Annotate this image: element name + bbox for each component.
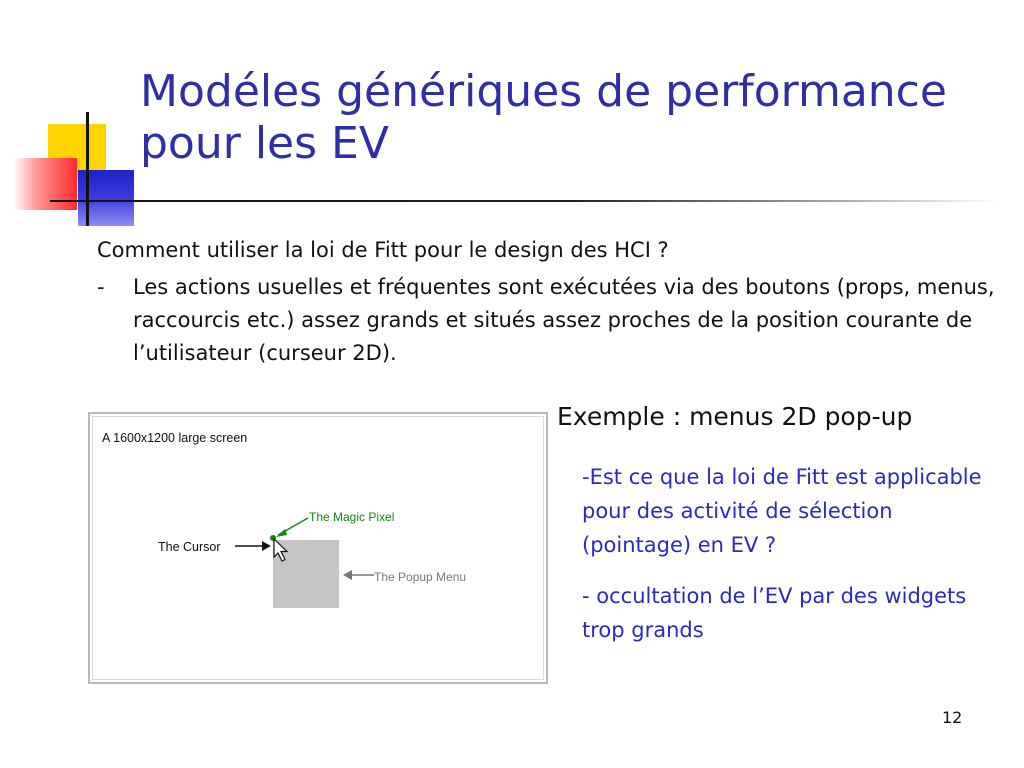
magic-pixel-arrowhead bbox=[276, 529, 287, 537]
popup-menu-label: The Popup Menu bbox=[374, 570, 467, 584]
bullet-item bbox=[97, 271, 1007, 370]
mouse-pointer-icon bbox=[274, 539, 287, 561]
decor-red-square bbox=[13, 158, 77, 210]
magic-pixel-label: The Magic Pixel bbox=[309, 510, 395, 524]
note-occlusion: - occultation de l’EV par des widgets trop grands bbox=[582, 584, 967, 642]
note-question: -Est ce que la loi de Fitt est applicable pour des activité de sélection (pointage) en EV ? bbox=[582, 465, 982, 557]
cursor-label: The Cursor bbox=[158, 540, 221, 554]
bullet-dash: - bbox=[97, 275, 105, 299]
title-underline bbox=[50, 200, 1000, 202]
bullet-text: Les actions usuelles et fréquentes sont exécutées via des boutons (props, menus, raccourcis etc.) assez grands et situés assez proches de la position courante de l’utilisateur (curseur 2D). bbox=[133, 275, 995, 365]
example-heading: Exemple : menus 2D pop-up bbox=[557, 402, 913, 431]
page-number: 12 bbox=[942, 708, 963, 727]
decor-vertical-line bbox=[86, 112, 89, 226]
slide-body bbox=[97, 234, 1007, 370]
figure-title: A 1600x1200 large screen bbox=[102, 431, 248, 445]
popup-menu-figure bbox=[88, 412, 548, 684]
question-text: Comment utiliser la loi de Fitt pour le design des HCI ? bbox=[97, 238, 669, 262]
popup-arrowhead bbox=[343, 570, 352, 580]
cursor-arrowhead bbox=[262, 541, 271, 551]
slide-title: Modéles génériques de performance pour les EV bbox=[140, 66, 947, 169]
